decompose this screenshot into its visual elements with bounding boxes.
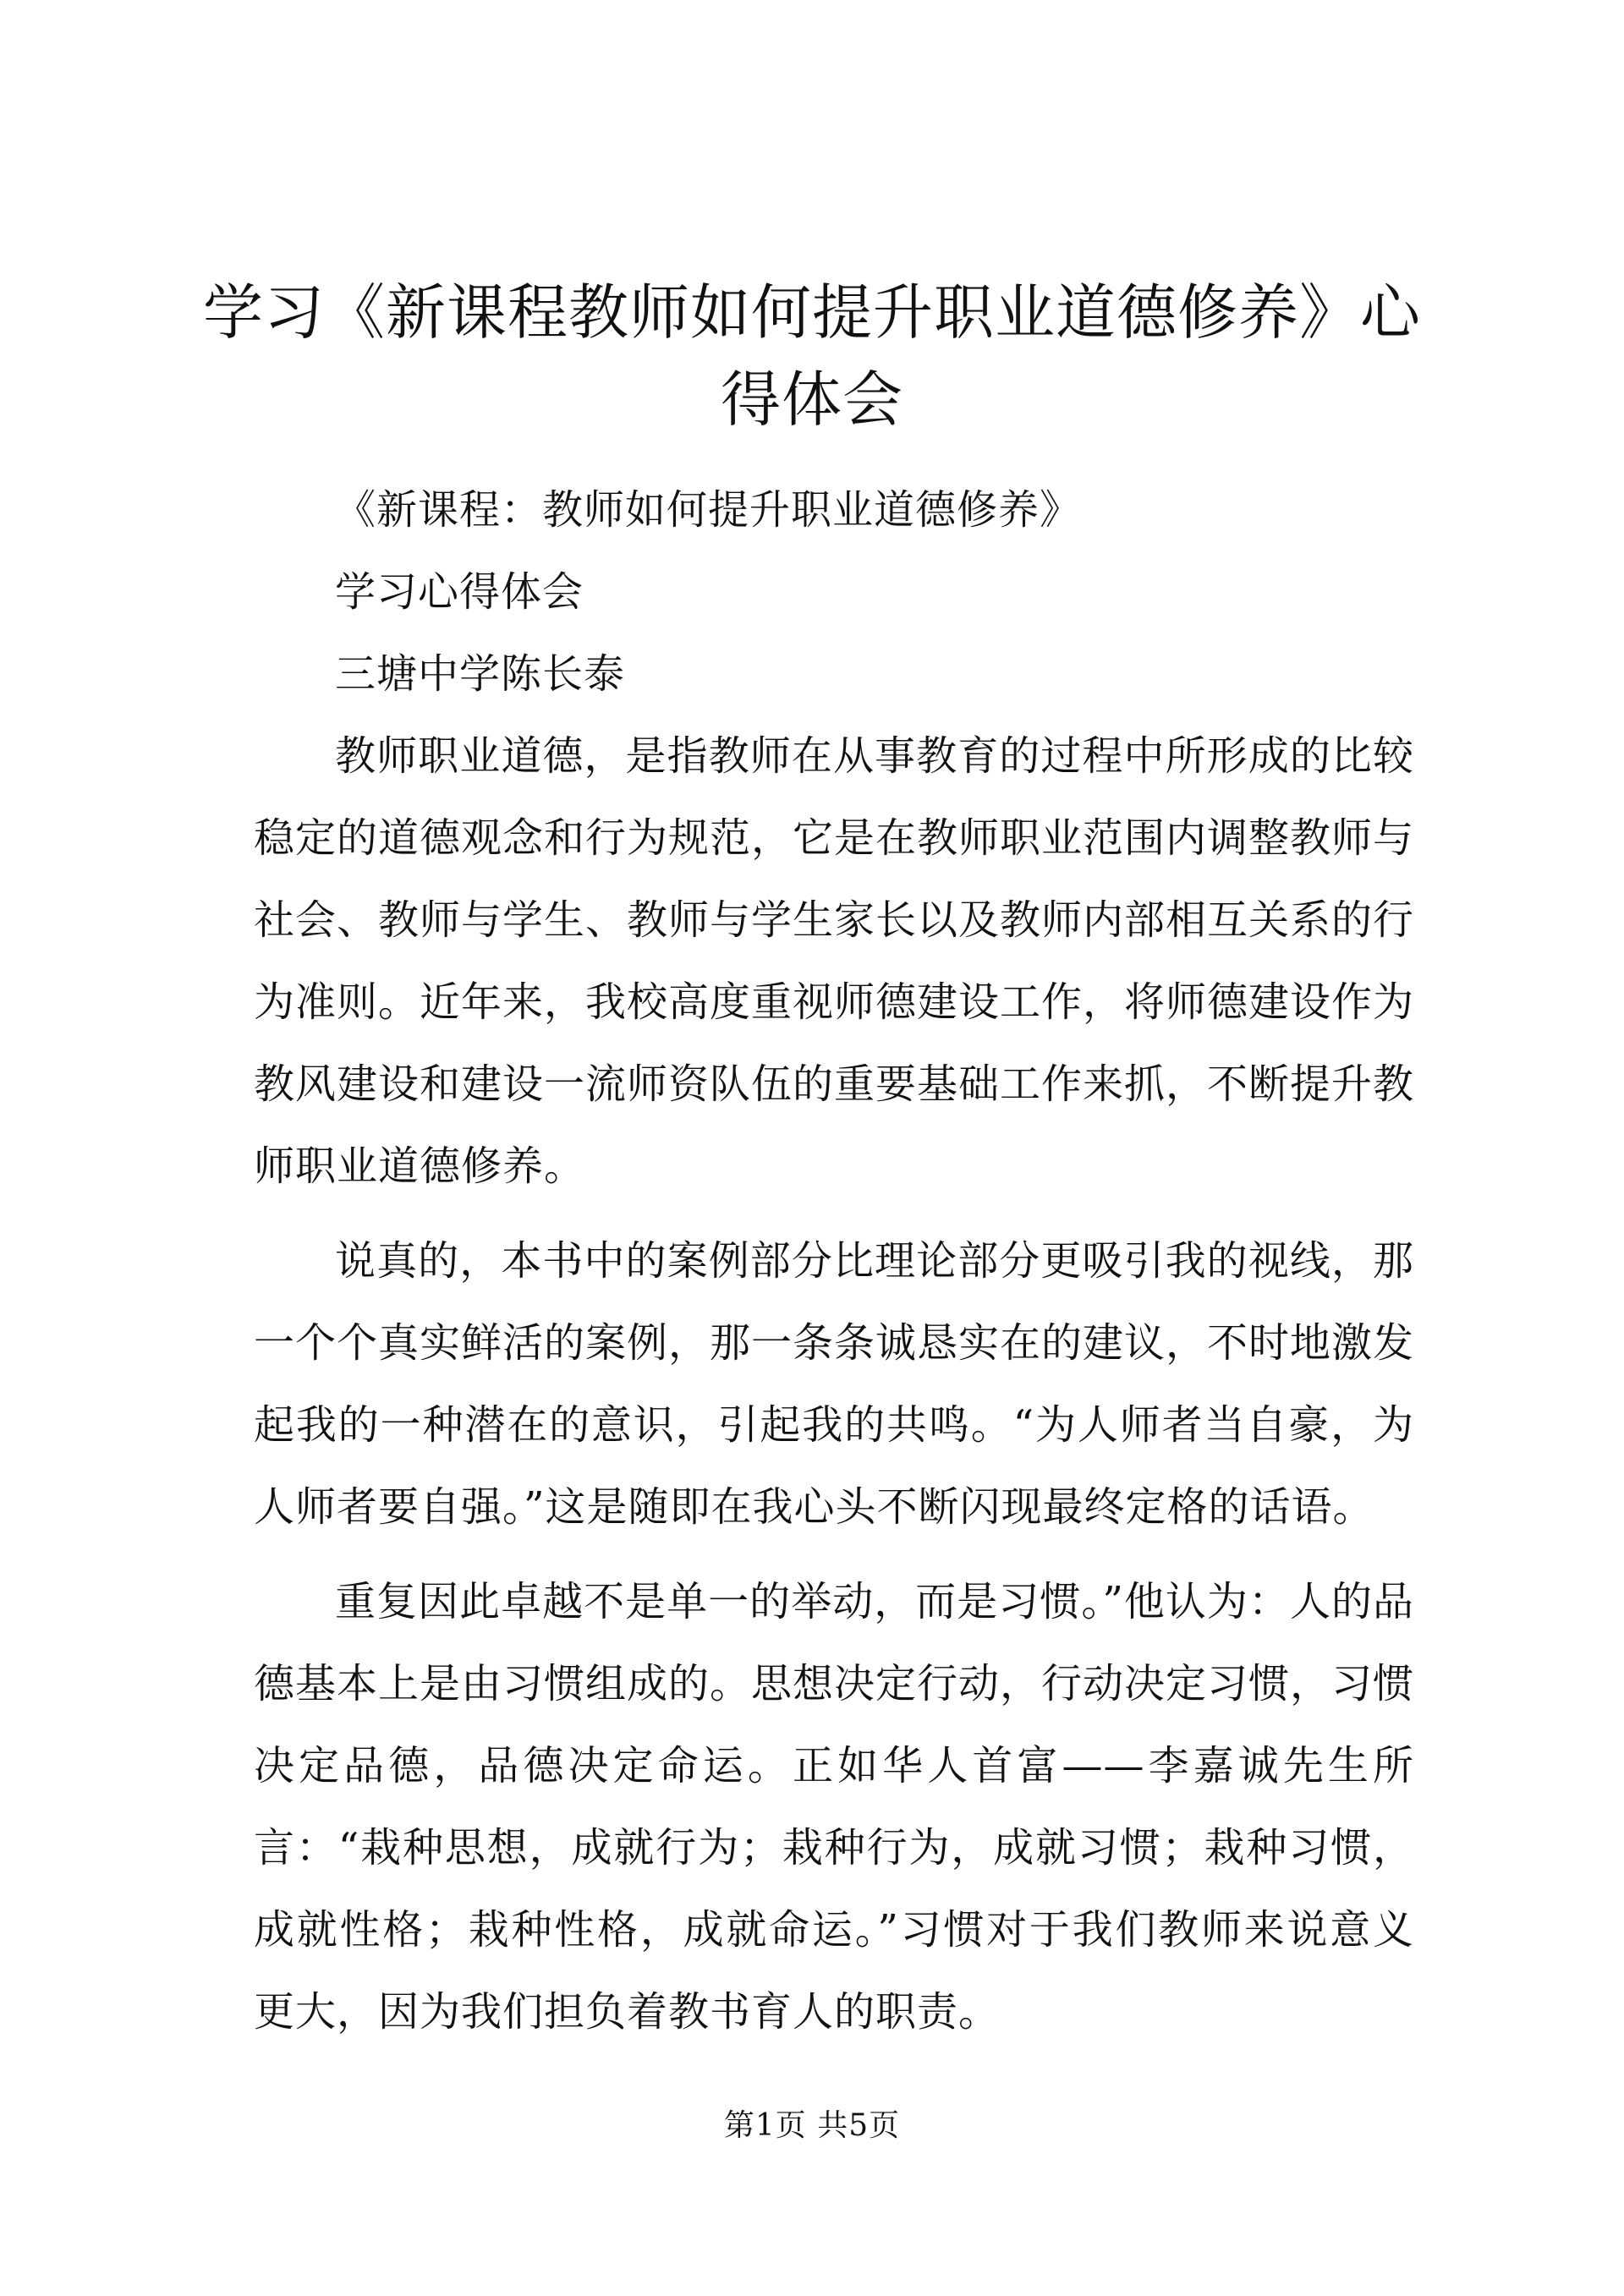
paragraph-1: 教师职业道德，是指教师在从事教育的过程中所形成的比较稳定的道德观念和行为规范，它是在教师职业范围内调整教师与社会、教师与学生、教师与学生家长以及教师内部相互关系的行为准则。近年来，我校高度重视师德建设工作，将师德建设作为教风建设和建设一流师资队伍的重要基础工作来抓，不断提升教师职业道德修养。: [254, 732, 1415, 1190]
document-title: 学习《新课程教师如何提升职业道德修养》心得体会: [203, 277, 1422, 435]
page-footer: 第1页 共5页: [723, 2108, 901, 2143]
paragraph-2: 说真的，本书中的案例部分比理论部分更吸引我的视线，那一个个真实鲜活的案例，那一条条诚恳实在的建议，不时地激发起我的一种潜在的意识，引起我的共鸣。“为人师者当自豪，为人师者要自强。”这是随即在我心头不断闪现最终定格的话语。: [254, 1237, 1415, 1531]
author-line: 三塘中学陈长泰: [335, 650, 626, 698]
book-title-line: 《新课程：教师如何提升职业道德修养》: [335, 486, 1082, 534]
paragraph-3: 重复因此卓越不是单一的举动，而是习惯。”他认为：人的品德基本上是由习惯组成的。思想决定行动，行动决定习惯，习惯决定品德，品德决定命运。正如华人首富——李嘉诚先生所言：“栽种思想，成就行为；栽种行为，成就习惯；栽种习惯，成就性格；栽种性格，成就命运。”习惯对于我们教师来说意义更大，因为我们担负着教书育人的职责。: [254, 1578, 1415, 2036]
subtitle-line: 学习心得体会: [335, 568, 584, 616]
document-body: [254, 469, 1414, 2053]
